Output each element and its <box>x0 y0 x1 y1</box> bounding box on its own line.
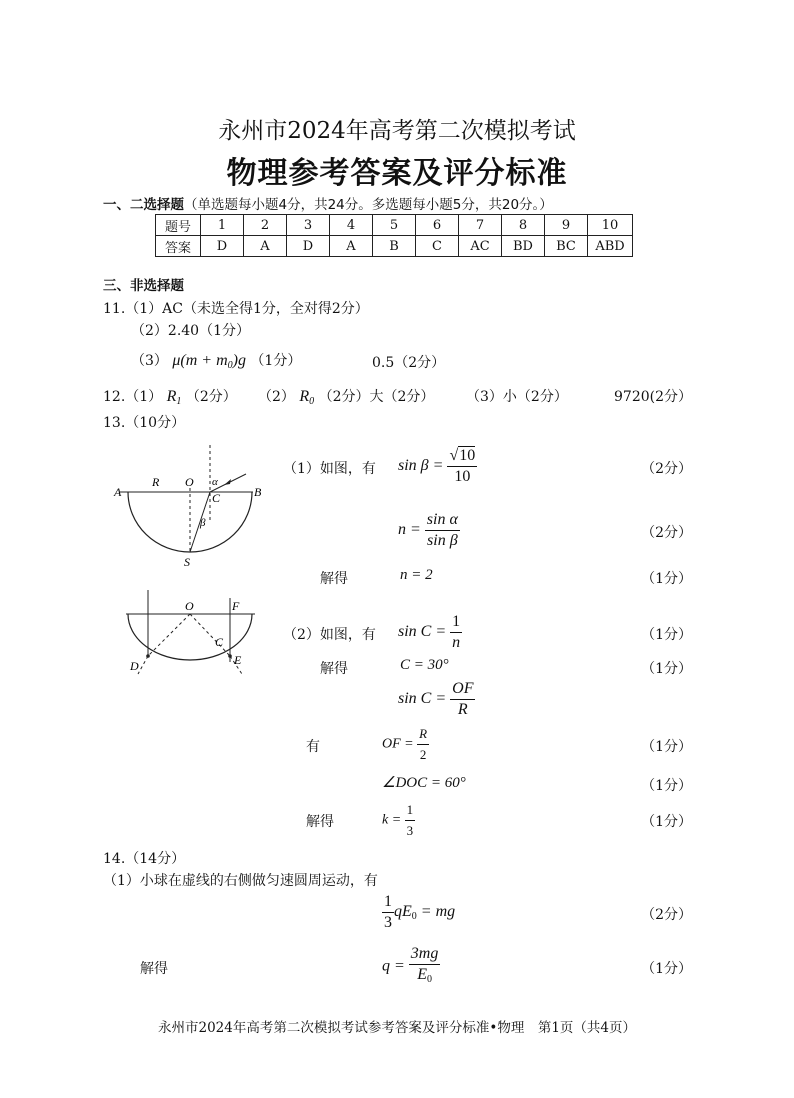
q12-line <box>103 386 237 407</box>
label-s: S <box>184 555 190 569</box>
q12-part2-prefix: （2） <box>258 389 295 405</box>
question-cell: 8 <box>502 215 545 236</box>
label-r: R <box>152 475 160 489</box>
symbol-text: R <box>299 388 310 405</box>
answer-cell: A <box>330 236 373 257</box>
section-note: （单选题每小题4分，共24分。多选题每小题5分，共20分。） <box>184 197 553 213</box>
symbol-subscript: 1 <box>176 396 182 407</box>
numerator: sin α <box>425 510 460 531</box>
score: （1分） <box>641 627 692 643</box>
numerator: 1 <box>450 612 462 633</box>
answer-cell: B <box>373 236 416 257</box>
q11-part3-prefix: （3） <box>131 353 168 369</box>
denominator: R <box>457 701 468 718</box>
label-beta: β <box>200 517 206 529</box>
refraction-diagram-1 <box>108 440 268 570</box>
formula-text: μ(m + m <box>172 352 228 369</box>
equation-n-result: n = 2 <box>400 567 433 583</box>
label-alpha: α <box>212 476 218 488</box>
equation-force-balance <box>382 892 455 933</box>
label-e: E <box>234 653 242 667</box>
numerator: 1 <box>405 800 416 821</box>
answer-row <box>156 236 633 257</box>
question-number-row <box>156 215 633 236</box>
equation-of <box>382 724 429 765</box>
symbol-subscript: 0 <box>309 396 315 407</box>
q11-part2: （2）2.40（1分） <box>131 323 250 339</box>
question-cell: 10 <box>588 215 633 236</box>
term-subscript: 0 <box>411 911 417 923</box>
numerator: 3mg <box>409 944 441 965</box>
label-o: O <box>185 475 194 489</box>
numerator: R <box>417 724 429 745</box>
solve-label: 解得 <box>140 961 168 977</box>
score: （1分） <box>641 778 692 794</box>
q13-part1-label: （1）如图，有 <box>283 461 376 477</box>
question-cell: 3 <box>287 215 330 236</box>
resistor-symbol <box>167 388 182 405</box>
numerator: OF <box>450 679 475 700</box>
q11-formula <box>172 352 246 369</box>
question-cell: 1 <box>201 215 244 236</box>
section-choice-heading <box>103 193 553 213</box>
page-footer: 永州市2024年高考第二次模拟考试参考答案及评分标准•物理 第1页（共4页） <box>158 1020 636 1036</box>
score: （1分） <box>641 739 692 755</box>
answer-cell: BC <box>545 236 588 257</box>
denominator: 3 <box>406 823 414 838</box>
document-title: 物理参考答案及评分标准 <box>226 156 568 191</box>
equation-lhs: k = <box>382 812 402 828</box>
solve-label: 解得 <box>320 571 348 587</box>
denominator-subscript: 0 <box>426 974 432 985</box>
question-cell: 5 <box>373 215 416 236</box>
fraction <box>409 944 441 990</box>
q13-heading: 13.（10分） <box>103 415 186 431</box>
denominator: 2 <box>419 747 427 762</box>
q14-part1-text: （1）小球在虚线的右侧做匀速圆周运动，有 <box>103 873 378 889</box>
point-d <box>146 654 150 658</box>
q14-heading: 14.（14分） <box>103 851 186 867</box>
equation-sin-beta <box>398 446 477 487</box>
answer-cell: D <box>201 236 244 257</box>
solve-label: 解得 <box>306 814 334 830</box>
have-label: 有 <box>306 739 320 755</box>
q12-part2 <box>258 386 434 407</box>
q12-part4: 9720(2分） <box>614 389 692 405</box>
score: （2分）大（2分） <box>318 389 435 405</box>
score: （1分） <box>250 353 302 369</box>
formula-subscript: 0 <box>227 360 233 371</box>
denominator: sin β <box>427 532 458 549</box>
fraction <box>382 892 394 933</box>
label-o: O <box>185 599 194 613</box>
denominator <box>409 965 441 990</box>
fraction <box>450 612 462 653</box>
score: （2分） <box>641 461 692 477</box>
label-d: D <box>130 659 139 673</box>
question-cell: 9 <box>545 215 588 236</box>
q11-part1: 11.（1）AC（未选全得1分，全对得2分） <box>103 301 369 317</box>
resistor-symbol <box>299 388 314 405</box>
solve-label: 解得 <box>320 661 348 677</box>
exam-title: 永州市2024年高考第二次模拟考试 <box>218 118 576 144</box>
answer-cell: C <box>416 236 459 257</box>
score: （1分） <box>641 814 692 830</box>
symbol-text: R <box>166 388 177 405</box>
score: （1分） <box>641 661 692 677</box>
denominator: n <box>452 634 461 651</box>
equation-angle-doc: ∠DOC = 60° <box>382 775 466 791</box>
arrow-icon <box>224 479 231 485</box>
numerator: √10 <box>447 446 477 467</box>
equation-lhs: sin C = <box>398 690 447 708</box>
answer-cell: AC <box>459 236 502 257</box>
q11-part3-result: 0.5（2分） <box>372 355 446 371</box>
equation-sin-c <box>398 612 462 653</box>
equation-term: = mg <box>416 903 456 921</box>
radius-oe <box>190 614 230 656</box>
equation-term: qE <box>394 903 412 921</box>
fraction <box>405 800 416 841</box>
label-b: B <box>254 485 262 499</box>
q11-part3 <box>131 350 301 371</box>
question-cell: 4 <box>330 215 373 236</box>
section-nonchoice-heading: 三、非选择题 <box>103 278 184 294</box>
normal-d <box>138 656 148 674</box>
denominator-text: E <box>417 966 427 983</box>
denominator: 3 <box>384 914 392 931</box>
answer-cell: ABD <box>588 236 633 257</box>
point-e <box>228 654 232 658</box>
row-label: 答案 <box>156 236 201 257</box>
question-cell: 7 <box>459 215 502 236</box>
equation-lhs: sin β = <box>398 457 444 475</box>
answer-cell: D <box>287 236 330 257</box>
q12-prefix: 12.（1） <box>103 389 163 405</box>
equation-sin-c-of <box>398 679 475 720</box>
q13-part2-label: （2）如图，有 <box>283 627 376 643</box>
row-label: 题号 <box>156 215 201 236</box>
fraction <box>417 724 429 765</box>
label-f: F <box>232 599 240 613</box>
label-c: C <box>212 491 221 505</box>
label-c: C <box>215 635 224 649</box>
radius-od <box>148 614 190 656</box>
answer-cell: BD <box>502 236 545 257</box>
fraction <box>450 679 475 720</box>
equation-n <box>398 510 460 551</box>
fraction <box>447 446 477 487</box>
section-heading-text: 一、二选择题 <box>103 197 184 213</box>
radicand: 10 <box>459 447 476 464</box>
question-cell: 2 <box>244 215 287 236</box>
numerator: 1 <box>382 892 394 913</box>
equation-k <box>382 800 415 841</box>
equation-c-result: C = 30° <box>400 657 449 673</box>
answer-cell: A <box>244 236 287 257</box>
score: （1分） <box>641 961 692 977</box>
equation-lhs: OF = <box>382 736 414 752</box>
label-a: A <box>114 485 122 499</box>
formula-text: )g <box>232 352 246 369</box>
equation-lhs: q = <box>382 957 405 975</box>
denominator: 10 <box>454 468 471 485</box>
fraction <box>425 510 460 551</box>
score: （2分） <box>641 525 692 541</box>
question-cell: 6 <box>416 215 459 236</box>
equation-lhs: sin C = <box>398 623 447 641</box>
refraction-diagram-2 <box>118 590 263 682</box>
q12-part3: （3）小（2分） <box>466 389 568 405</box>
score: （2分） <box>185 389 237 405</box>
score: （1分） <box>641 571 692 587</box>
score: （2分） <box>641 907 692 923</box>
equation-q <box>382 944 440 990</box>
answer-table <box>155 214 633 257</box>
equation-lhs: n = <box>398 521 421 539</box>
